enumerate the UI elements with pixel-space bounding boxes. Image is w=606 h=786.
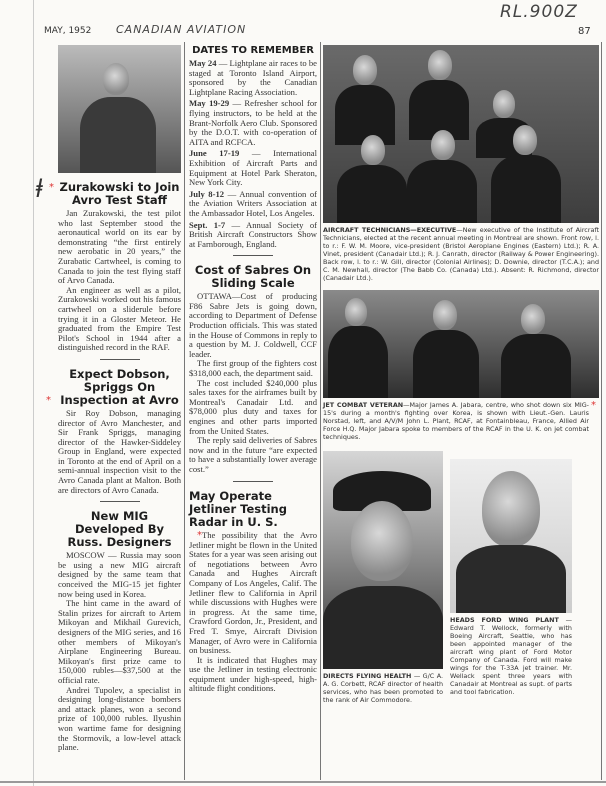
- paragraph: An engineer as well as a pilot, Zurakowski worked out his famous cartwheel on a sliderule before trying it in a Gloster Meteor. He graduated from the Empire Test Pilot's School in 1944 after a distinguished record in the RAF.: [58, 284, 181, 353]
- wellock-block: [450, 459, 572, 696]
- date-item: May 24 — Lightplane air races to be staged at Toronto Island Airport, sponsored by the Canadian Lightplane Racing Association.: [189, 58, 317, 97]
- paragraph: The hint came in the award of Stalin prizes for aircraft to Artem Mikoyan and Mikhail Gurevich, designers of the MIG series, and 16 other members of Mikoyan's Airplane Engineering Bureau. Mikoyan's first prize came to 150,000 rubles—$37,500 at the official rate.: [58, 598, 181, 685]
- divider: [233, 255, 273, 256]
- column-2: [189, 44, 317, 694]
- paragraph: The cost included $240,000 plus sales taxes for the airframes built by Montreal's Canadair Ltd. and $78,000 plus duty and taxes for engines and other parts imported from the United States.: [189, 377, 317, 436]
- corbett-portrait-photo: [323, 451, 443, 669]
- date-item: June 17-19 — International Exhibition of Aircraft Parts and Equipment at Hotel Park Sheraton, New York City.: [189, 148, 317, 188]
- star-mark: *: [591, 400, 596, 411]
- binding-edge: [33, 0, 34, 786]
- jabara-caption-block: [323, 398, 596, 441]
- jabara-caption: JET COMBAT VETERAN—Major James A. Jabara, centre, who shot down six MIG-15's during a month's fighting over Korea, is shown with Lieut.-Gen. Lauris Norstad, left, and A/V/M John L. Plant, RCAF, at Fontainbleau, France, Allied Air Force H.Q. Major Jabara spoke to members of the RCAF in the U. K. on jet combat techniques.: [323, 401, 589, 441]
- column-rule: [184, 42, 185, 780]
- page-bottom-rule: [0, 781, 606, 783]
- column-rule: [601, 42, 602, 780]
- technicians-caption: AIRCRAFT TECHNICIANS—EXECUTIVE—New executive of the Institute of Aircraft Technicians, elected at the recent annual meeting in Montreal are shown. Front row, l. to r.: F. W. M. Moore, vice-president (Bristol Aeroplane Engines (Eastern) Ltd.); R. A. Vinet, president (Canadair Ltd.); R. J. Canrath, director (Railway & Power Engineering). Back row, l. to r.: W. Gill, director (Colonial Airlines); D. Downie, director (T.C.A.); and C. M. Newhall, director (The Babb Co. (Canada) Ltd.). Absent: R. Richmond, director (Canadair Ltd.).: [323, 226, 600, 282]
- issue-date: MAY, 1952: [44, 26, 92, 36]
- paragraph: The possibility that the Avro Jetliner might be flown in the United States for a year was seen arising out of negotiations between Avro Canada and Hughes Aircraft Company of Los Angeles, Calif. The Jetliner flew to California in April while discussions with Hughes were in progress. At the same time, Crawford Gordon, Jr., President, and Fred T. Smye, Aircraft Division Manager, of Avro were in California on business.: [189, 529, 317, 656]
- paragraph: MOSCOW — Russia may soon be using a new MIG aircraft designed by the same team that conceived the MIG-15 jet fighter now being used in Korea.: [58, 550, 181, 599]
- column-1: [36, 45, 181, 753]
- divider: [100, 359, 140, 360]
- column-rule: [320, 42, 321, 780]
- jabara-photo: [323, 290, 599, 398]
- technicians-group-photo: [323, 45, 599, 223]
- date-item: May 19-29 — Refresher school for flying instructors, to be held at the Brant-Norfolk Aero Club. Sponsored by the D.O.T. with co-operation of AITA and RCFCA.: [189, 98, 318, 147]
- paragraph: It is indicated that Hughes may use the Jetliner in testing electronic equipment under high-speed, high-altitude flight conditions.: [189, 654, 317, 694]
- archive-mark: RL.900Z: [500, 2, 578, 22]
- corbett-block: [323, 451, 443, 704]
- headline: Zurakowski to Join Avro Test Staff: [59, 180, 180, 207]
- date-item: July 8-12 — Annual convention of the Aviation Writers Association at the Ambassador Hotel, Los Angeles.: [189, 188, 317, 218]
- paragraph: Jan Zurakowski, the test pilot who last September stood the aeronautical world on its ear by demonstrating “the first entirely new aerobatic in 20 years,” the Zurabatic Cartwheel, is coming to Canada to join the test flying staff of Arvo Canada.: [58, 208, 181, 286]
- zurakowski-photo: [58, 45, 181, 173]
- paragraph: Andrei Tupolev, a specialist in designing long-distance bombers and attack planes, won a second prize of 100,000 rubles. Ilyushin won wartime fame for designing the Stormovik, a low-level attack plane.: [58, 684, 181, 753]
- headline: New MIG Developed By Russ. Designers: [67, 509, 172, 550]
- page-number: 87: [578, 26, 591, 37]
- paragraph: Sir Roy Dobson, managing director of Avro Manchester, and Sir Frank Spriggs, managing director of the Hawker-Siddeley Group in England, were expected in Toronto at the end of April on a semi-annual inspection visit to the Avro Canada plant at Malton. Both are directors of Avro Canada.: [58, 407, 181, 495]
- article-zurakowski: [36, 175, 181, 368]
- article-dobson: [46, 366, 181, 510]
- headline: May Operate Jetliner Testing Radar in U. S.: [189, 488, 287, 529]
- corbett-caption: DIRECTS FLYING HEALTH — G/C A. A. G. Corbett, RCAF director of health services, who has been promoted to the rank of Air Commodore.: [323, 672, 443, 704]
- divider: [233, 481, 273, 482]
- paragraph: The first group of the fighters cost $318,000 each, the department said.: [189, 358, 317, 379]
- paragraph: OTTAWA—Cost of producing F86 Sabre Jets is going down, according to Department of Defense Production officials. This was stated in the House of Commons in reply to a question by M. J. Coldwell, CCF leader.: [189, 291, 317, 359]
- article-jetliner: [189, 490, 317, 695]
- date-item: Sept. 1-7 — Annual Society of British Aircraft Constructors Show at Farnborough, England.: [189, 219, 317, 249]
- star-mark: *: [46, 394, 51, 406]
- column-3: [323, 45, 599, 704]
- star-mark: *: [197, 529, 202, 541]
- dates-to-remember: [189, 44, 317, 264]
- headline: Expect Dobson, Spriggs On Inspection at Avro: [60, 366, 179, 407]
- divider: [100, 501, 140, 502]
- article-sabres: [189, 264, 317, 489]
- headline: DATES TO REMEMBER: [192, 45, 314, 56]
- paragraph: The reply said deliveries of Sabres now and in the future “are expected to have a substantially lower average cost.”: [189, 435, 317, 474]
- wellock-portrait-photo: [450, 459, 572, 613]
- handwritten-check-mark: ⱡ: [36, 175, 44, 203]
- article-mig: [58, 510, 181, 752]
- magazine-title-handwritten: CANADIAN AVIATION: [116, 23, 247, 36]
- headline: Cost of Sabres On Sliding Scale: [194, 263, 312, 291]
- portrait-row: [323, 451, 599, 704]
- wellock-caption: HEADS FORD WING PLANT — Edward T. Wellock, formerly with Boeing Aircraft, Seattle, who has been appointed manager of the aircraft wing plant of Ford Motor Company of Canada. Ford will make wings for the T-33A jet trainer. Mr. Wellack spent three years with Canadair at Montreal as supt. of parts and tool fabrication.: [450, 616, 572, 696]
- star-mark: *: [49, 182, 54, 193]
